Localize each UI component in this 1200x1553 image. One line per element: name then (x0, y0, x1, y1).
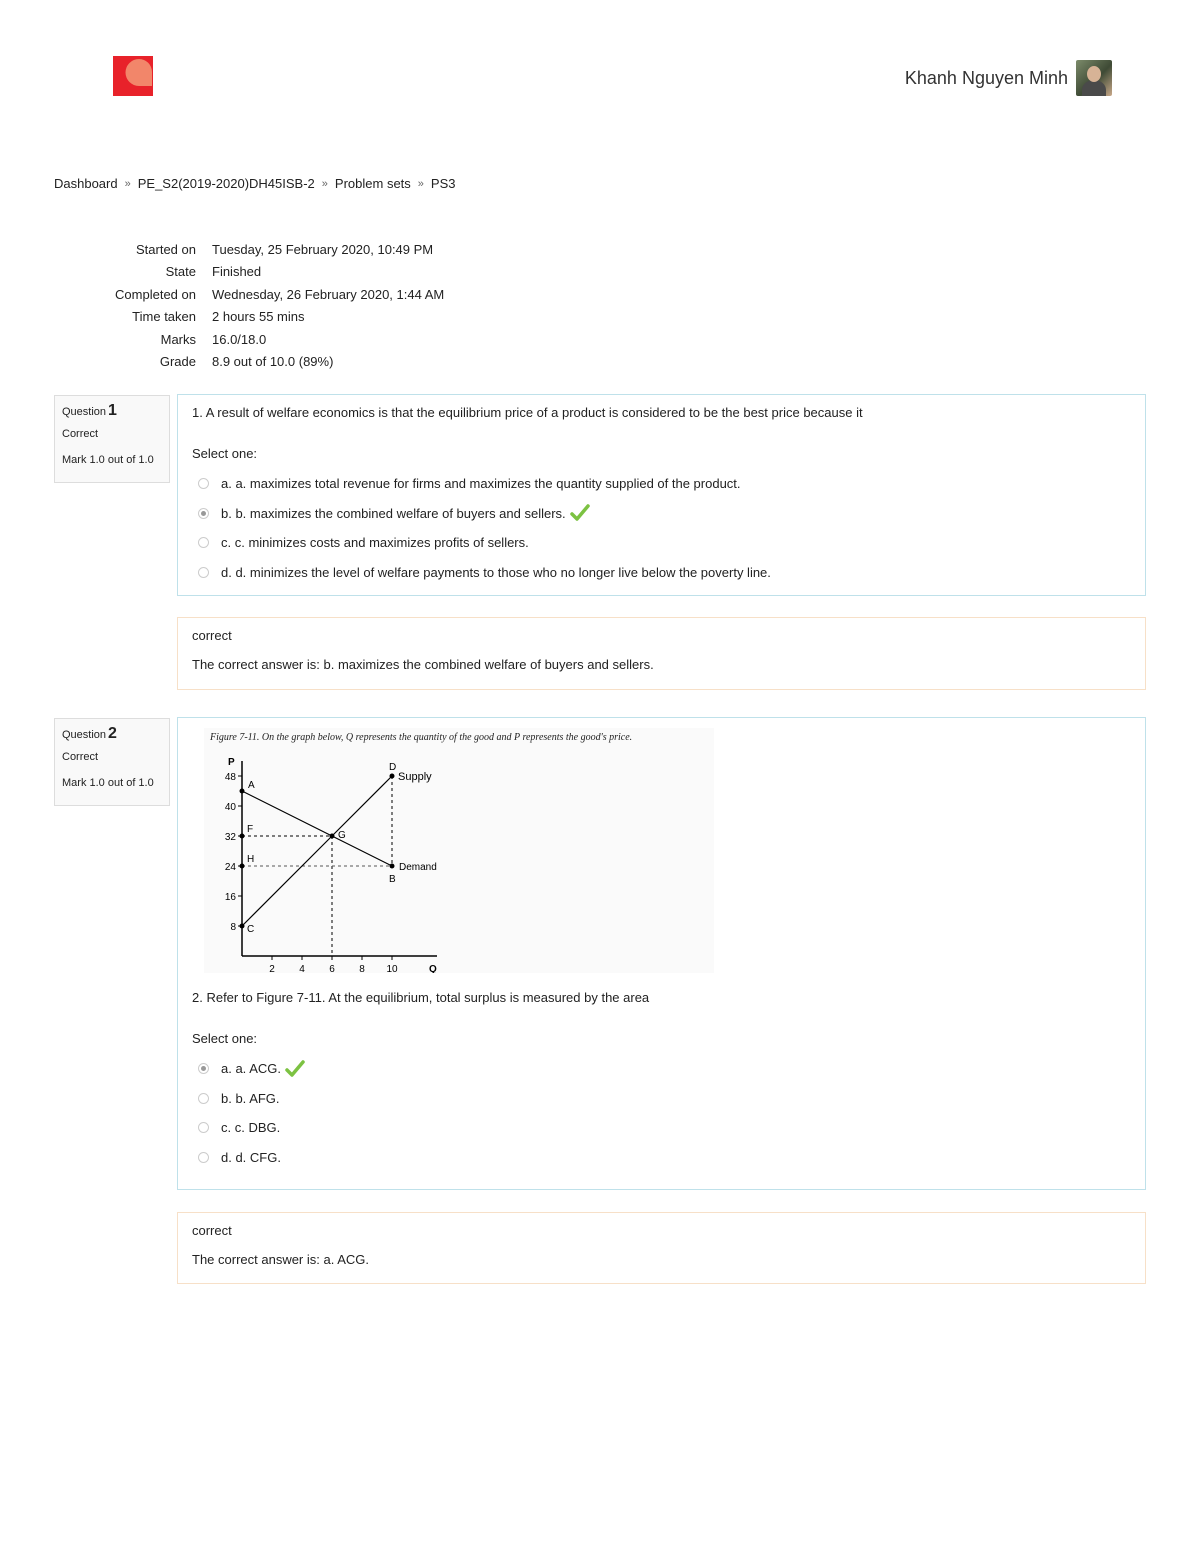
y-tick-label: 40 (224, 802, 236, 813)
question-content (177, 717, 1146, 1190)
option-label[interactable]: d. d. CFG. (221, 1149, 281, 1165)
demand-label: Demand (399, 862, 437, 873)
checkmark-icon (285, 1060, 305, 1078)
summary-label: Completed on (115, 286, 196, 302)
radio-button[interactable] (198, 508, 209, 519)
summary-label: Time taken (132, 309, 196, 325)
question-number (62, 725, 162, 743)
select-one-label: Select one: (192, 1031, 258, 1046)
breadcrumb-course[interactable]: PE_S2(2019-2020)DH45ISB-2 (137, 176, 315, 191)
answer-option[interactable] (192, 528, 1131, 558)
point-F (240, 834, 245, 839)
point-C (240, 924, 245, 929)
question-text: 1. A result of welfare economics is that the equilibrium price of a product is considered to be the best price because it (192, 405, 863, 420)
answer-option[interactable] (192, 1084, 1131, 1114)
summary-label: Started on (136, 241, 196, 257)
point-A (240, 789, 245, 794)
summary-label: State (165, 264, 196, 280)
question-content (177, 394, 1146, 596)
option-label[interactable]: a. a. ACG. (221, 1061, 281, 1077)
breadcrumb-problem-sets[interactable]: Problem sets (334, 176, 411, 191)
figure-caption: Figure 7-11. On the graph below, Q represents the quantity of the good and P represents the good's price. (210, 732, 633, 743)
point-G (330, 834, 335, 839)
y-axis-label: P (228, 757, 235, 768)
summary-value: Wednesday, 26 February 2020, 1:44 AM (212, 286, 445, 302)
question-status: Correct (62, 428, 99, 440)
radio-button[interactable] (198, 1122, 209, 1133)
breadcrumb-separator-icon: » (321, 177, 328, 190)
breadcrumb-separator-icon: » (124, 177, 131, 190)
question-text: 2. Refer to Figure 7-11. At the equilibrium, total surplus is measured by the area (192, 990, 650, 1005)
summary-label: Grade (159, 354, 196, 370)
y-tick-label: 16 (224, 892, 236, 903)
question-status: Correct (62, 751, 99, 763)
point-H (240, 864, 245, 869)
question-mark: Mark 1.0 out of 1.0 (62, 777, 154, 789)
user-menu[interactable] (905, 60, 1112, 96)
breadcrumb-dashboard[interactable]: Dashboard (54, 176, 118, 191)
question-number-value: 1 (108, 402, 117, 419)
x-tick-label: 4 (299, 964, 305, 973)
summary-value: 2 hours 55 mins (212, 309, 305, 325)
point-label-D: D (389, 762, 397, 773)
supply-label: Supply (398, 771, 432, 783)
demand-curve (242, 791, 392, 866)
y-tick-label: 8 (230, 922, 236, 933)
x-tick-label: 8 (359, 964, 365, 973)
point-label-F: F (247, 824, 254, 835)
y-tick-label: 24 (224, 862, 236, 873)
answer-option[interactable] (192, 499, 1131, 529)
y-tick-label: 48 (224, 772, 236, 783)
answer-option[interactable] (192, 558, 1131, 588)
summary-value: 8.9 out of 10.0 (89%) (212, 354, 334, 370)
point-D (390, 774, 395, 779)
feedback-status: correct (192, 1223, 232, 1238)
question-label: Question (62, 729, 107, 741)
question-number-value: 2 (108, 725, 117, 742)
figure-7-11 (204, 728, 714, 973)
point-B (390, 864, 395, 869)
option-label[interactable]: d. d. minimizes the level of welfare payments to those who no longer live below the poverty line. (221, 564, 771, 580)
radio-button[interactable] (198, 478, 209, 489)
radio-button[interactable] (198, 567, 209, 578)
breadcrumb (54, 176, 456, 191)
x-tick-label: 2 (269, 964, 275, 973)
summary-label: Marks (160, 331, 196, 347)
x-axis-label: Q (429, 964, 437, 973)
site-logo[interactable] (113, 56, 153, 96)
option-label[interactable]: c. c. DBG. (221, 1120, 281, 1136)
option-label[interactable]: c. c. minimizes costs and maximizes profits of sellers. (221, 535, 529, 551)
radio-button[interactable] (198, 1093, 209, 1104)
answer-option[interactable] (192, 469, 1131, 499)
point-label-B: B (389, 874, 396, 885)
user-name[interactable]: Khanh Nguyen Minh (904, 67, 1068, 88)
question-label: Question (62, 406, 107, 418)
checkmark-icon (570, 504, 590, 522)
feedback-box (177, 617, 1146, 690)
x-tick-label: 10 (386, 964, 398, 973)
correct-answer: The correct answer is: a. ACG. (192, 1252, 370, 1267)
feedback-status: correct (192, 628, 232, 643)
summary-value: Tuesday, 25 February 2020, 10:49 PM (212, 241, 434, 257)
attempt-summary (100, 238, 444, 373)
avatar[interactable] (1076, 60, 1112, 96)
option-label[interactable]: b. b. maximizes the combined welfare of buyers and sellers. (221, 505, 566, 521)
point-label-C: C (247, 924, 255, 935)
answer-option[interactable] (192, 1143, 1131, 1173)
point-label-H: H (247, 854, 255, 865)
question-info (54, 718, 170, 806)
option-label[interactable]: a. a. maximizes total revenue for firms and maximizes the quantity supplied of the product. (221, 476, 741, 492)
breadcrumb-separator-icon: » (417, 177, 424, 190)
radio-button[interactable] (198, 537, 209, 548)
correct-answer: The correct answer is: b. maximizes the combined welfare of buyers and sellers. (192, 657, 654, 672)
y-tick-label: 32 (224, 832, 236, 843)
question-info (54, 395, 170, 483)
radio-button[interactable] (198, 1152, 209, 1163)
point-label-A: A (248, 780, 255, 791)
select-one-label: Select one: (192, 446, 258, 461)
supply-curve (242, 776, 392, 926)
breadcrumb-ps3[interactable]: PS3 (430, 176, 456, 191)
summary-value: Finished (212, 264, 262, 280)
question-mark: Mark 1.0 out of 1.0 (62, 454, 154, 466)
x-tick-label: 6 (329, 964, 335, 973)
point-label-G: G (338, 830, 346, 841)
answer-option[interactable] (192, 1113, 1131, 1143)
summary-value: 16.0/18.0 (212, 331, 267, 347)
feedback-box (177, 1212, 1146, 1284)
question-number (62, 402, 162, 420)
radio-button[interactable] (198, 1063, 209, 1074)
option-label[interactable]: b. b. AFG. (221, 1090, 280, 1106)
answer-option[interactable] (192, 1054, 1131, 1084)
